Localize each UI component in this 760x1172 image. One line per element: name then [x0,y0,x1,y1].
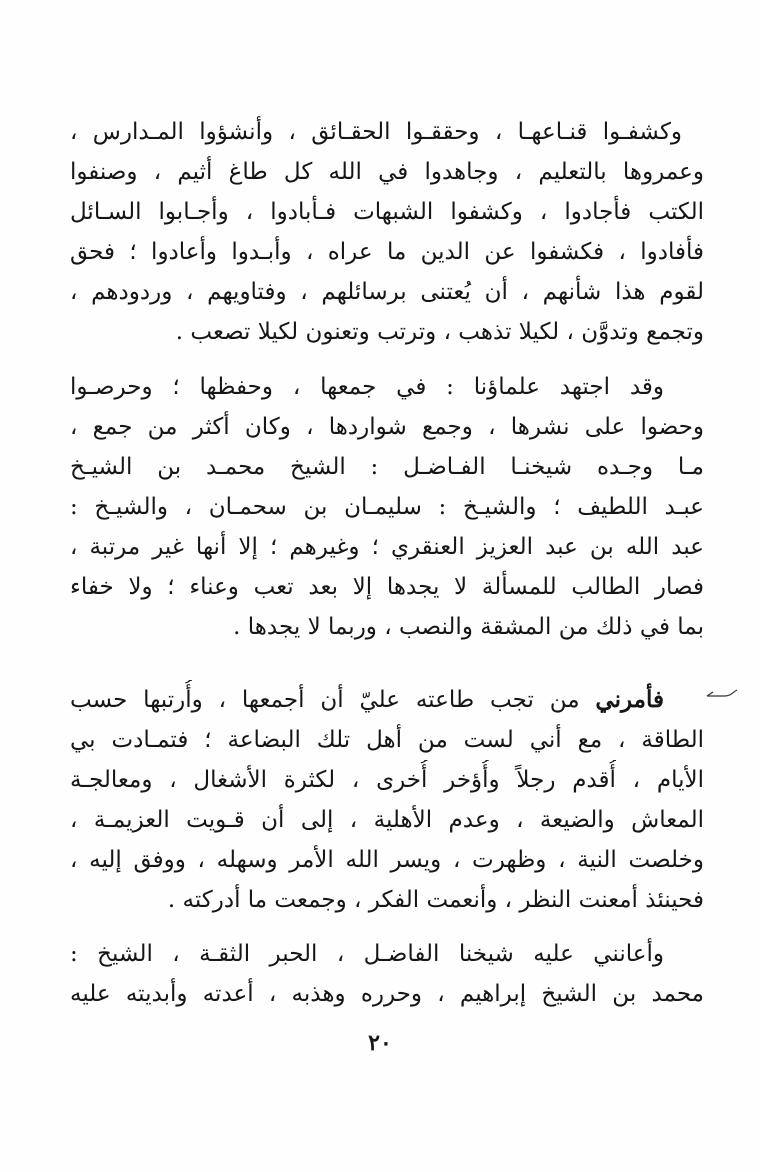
paragraph-1 [70,112,704,352]
paragraph-3-line-6: فحينئذ أمعنت النظر ، وأنعمت الفكر ، وجمعت ما أدركته . [167,887,704,913]
paragraph-3-lead-word: فأمرني [595,686,664,713]
paragraph-1-line-6: وتجمع وتدوَّن ، لكيلا تذهب ، وترتب وتعنون لكيلا تصعب . [175,319,704,345]
paragraph-2-line-3: مـا وجـده شيخنـا الفـاضـل : الشيخ محمـد بن الشيـخ [70,454,704,480]
paragraph-3-line-1-text: من تجب طاعته عليّ أن أجمعها ، وأُرتبها حسب [70,687,596,713]
paragraph-1-line-2: وعمروها بالتعليم ، وجاهدوا في الله كل طاغ أثيم ، وصنفوا [70,159,704,185]
paragraph-1-line-4: فأفادوا ، فكشفوا عن الدين ما عراه ، وأبـدوا وأعادوا ؛ فحق [70,239,704,265]
paragraph-2-line-6: فصار الطالب للمسألة لا يجدها إلا بعد تعب وعناء ؛ ولا خفاء [70,574,704,600]
paragraph-2 [70,367,704,647]
paragraph-3-line-4: المعاش والضيعة ، وعدم الأهلية ، إلى أن قـويت العزيمـة ، [70,807,704,833]
paragraph-1-line-1: وكشفـوا قنـاعهـا ، وحققـوا الحقـائق ، وأنشؤوا المـدارس ، [70,119,682,145]
paragraph-4-line-1: وأعانني عليه شيخنا الفاضـل ، الحبر الثقـة ، الشيخ : [70,941,664,967]
page-number: ٢٠ [368,1030,392,1056]
paragraph-2-line-7: بما في ذلك من المشقة والنصب ، وربما لا يجدها . [233,614,704,640]
paragraph-3 [70,680,704,920]
paragraph-2-line-2: وحضوا على نشرها ، وجمع شواردها ، وكان أكثر من جمع ، [70,414,704,440]
paragraph-4-line-2: محمد بن الشيخ إبراهيم ، وحرره وهذبه ، أعدته وأبديته عليه [70,981,704,1007]
paragraph-3-line-5: وخلصت النية ، وظهرت ، ويسر الله الأمر وسهله ، ووفق إليه ، [70,847,704,873]
paragraph-1-line-3: الكتب فأجادوا ، وكشفوا الشبهات فـأبادوا ، وأجـابوا السـائل [70,199,704,225]
paragraph-2-line-1: وقد اجتهد علماؤنا : في جمعها ، وحفظها ؛ وحرصـوا [70,374,664,400]
margin-arrow-icon [705,686,739,702]
paragraph-3-line-2: الطاقة ، مع أني لست من أهل تلك البضاعة ؛ فتمـادت بي [70,727,704,753]
paragraph-3-line-1 [70,680,704,720]
paragraph-1-line-5: لقوم هذا شأنهم ، أن يُعتنى برسائلهم ، وفتاويهم ، وردودهم ، [70,279,704,305]
paragraph-4 [70,934,704,1014]
paragraph-2-line-4: عبـد اللطيف ؛ والشيـخ : سليمـان بن سحمـان ، والشيـخ : [70,494,704,520]
paragraph-2-line-5: عبد الله بن عبد العزيز العنقري ؛ وغيرهم ؛ إلا أنها غير مرتبة ، [70,534,704,560]
paragraph-3-line-3: الأيام ، أُقدم رجلاً وأُؤخر أُخرى ، لكثرة الأشغال ، ومعالجـة [70,767,704,793]
